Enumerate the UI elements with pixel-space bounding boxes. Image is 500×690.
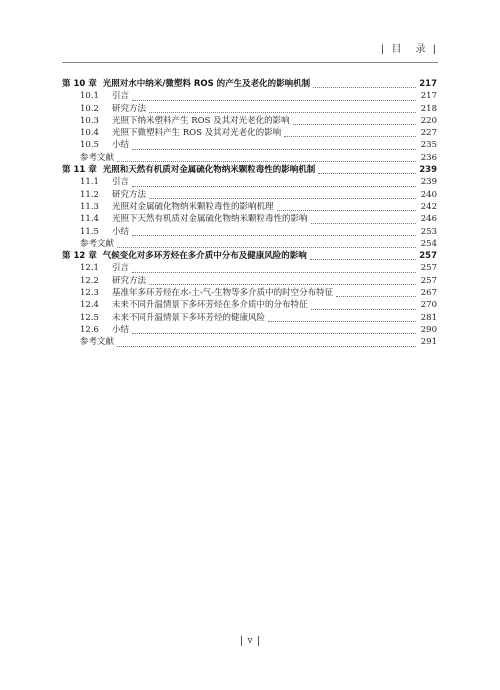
toc-page-number: 217	[419, 79, 437, 89]
toc-entry-title: 光照下微塑料产生 ROS 及其对光老化的影响	[112, 128, 282, 139]
toc-page-number: 235	[420, 140, 437, 151]
toc-page-number: 281	[420, 312, 437, 323]
toc-entry-number: 11.1	[80, 177, 99, 188]
toc-section-row[interactable]	[62, 139, 437, 151]
toc-entry-number: 12.5	[80, 312, 99, 323]
toc-entry-title: 基准年多环芳烃在水-土-气-生物等多介质中的时空分布特征	[112, 288, 334, 299]
toc-entry-title: 引言	[112, 91, 130, 102]
toc-entry-number: 10.3	[80, 115, 99, 126]
dot-leader	[149, 283, 416, 285]
dot-leader	[293, 123, 416, 125]
toc-section-row[interactable]	[62, 213, 437, 225]
toc-entry-number: 12.3	[80, 288, 99, 299]
toc-references-row[interactable]	[62, 152, 437, 164]
toc-section-row[interactable]	[62, 201, 437, 213]
dot-leader	[117, 345, 416, 347]
dot-leader	[284, 135, 416, 137]
toc-page-number: 254	[420, 238, 437, 249]
toc-entry-number: 10.2	[80, 103, 99, 114]
toc-section-row[interactable]	[62, 299, 437, 311]
dot-leader	[132, 332, 416, 334]
toc-chapter-row[interactable]	[62, 164, 437, 176]
dot-leader	[132, 148, 416, 150]
toc-section-row[interactable]	[62, 189, 437, 201]
running-header: | 目 录 |	[380, 44, 438, 55]
dot-leader	[149, 111, 416, 113]
toc-entry-title: 研究方法	[112, 103, 147, 114]
toc-entry-number: 10.5	[80, 140, 99, 151]
toc-entry-title: 参考文献	[80, 238, 115, 249]
toc-page-number: 267	[420, 288, 437, 299]
toc-page-number: 257	[420, 263, 437, 274]
dot-leader	[132, 271, 416, 273]
toc-chapter-row[interactable]	[62, 250, 437, 262]
toc-page-number: 239	[420, 177, 437, 188]
toc-references-row[interactable]	[62, 336, 437, 348]
toc-section-row[interactable]	[62, 127, 437, 139]
dot-leader	[311, 308, 416, 310]
toc-entry-title: 小结	[112, 140, 130, 151]
toc-entry-number: 12.2	[80, 275, 99, 286]
toc-page-number: 270	[420, 300, 437, 311]
dot-leader	[132, 99, 416, 101]
toc-entry-title: 小结	[112, 324, 130, 335]
dot-leader	[268, 320, 416, 322]
toc-entry-title: 光照和天然有机质对金属硫化物纳米颗粒毒性的影响机制	[102, 165, 316, 176]
dot-leader	[310, 258, 416, 260]
toc-entry-number: 11.5	[80, 226, 99, 237]
dot-leader	[149, 197, 416, 199]
toc-page-number: 257	[419, 251, 437, 262]
dot-leader	[117, 160, 416, 162]
toc-entry-number: 12.4	[80, 300, 99, 311]
toc-page-number: 290	[420, 324, 437, 335]
toc-page-number: 246	[420, 214, 437, 225]
toc-page-number: 217	[420, 91, 437, 102]
toc-entry-number: 10.1	[80, 91, 99, 102]
toc-section-row[interactable]	[62, 90, 437, 102]
toc-page-number: 253	[420, 226, 437, 237]
toc-page-number: 227	[420, 128, 437, 139]
toc-entry-number: 第 11 章	[62, 165, 97, 176]
dot-leader	[336, 295, 416, 297]
toc-entry-title: 研究方法	[112, 189, 147, 200]
toc-entry-number: 11.2	[80, 189, 99, 200]
toc-entry-number: 11.4	[80, 214, 99, 225]
toc-entry-number: 第 12 章	[62, 251, 97, 262]
toc-page-number: 220	[420, 115, 437, 126]
toc-page-number: 218	[420, 103, 437, 114]
toc-entry-title: 光照对水中纳米/微塑料 ROS 的产生及老化的影响机制	[102, 79, 311, 89]
toc-section-row[interactable]	[62, 275, 437, 287]
toc-entry-number: 10.4	[80, 128, 99, 139]
page-footer	[0, 636, 500, 646]
toc-chapter-row[interactable]	[62, 78, 437, 90]
page-number: v	[241, 636, 258, 646]
toc-entry-number: 11.3	[80, 201, 99, 212]
toc-entry-title: 光照对金属硫化物纳米颗粒毒性的影响机理	[112, 201, 274, 212]
toc-section-row[interactable]	[62, 287, 437, 299]
toc-entry-number: 第 10 章	[62, 79, 97, 89]
toc-page-number: 257	[420, 275, 437, 286]
dot-leader	[277, 209, 416, 211]
table-of-contents	[62, 78, 437, 349]
dot-leader	[132, 234, 416, 236]
toc-entry-title: 引言	[112, 177, 130, 188]
toc-entry-title: 未来不同升温情景下多环芳烃在多介质中的分布特征	[112, 300, 308, 311]
toc-page-number: 236	[420, 152, 437, 163]
toc-entry-title: 未来不同升温情景下多环芳烃的健康风险	[112, 312, 266, 323]
toc-section-row[interactable]	[62, 262, 437, 274]
toc-section-row[interactable]	[62, 226, 437, 238]
toc-page-number: 239	[419, 165, 437, 176]
toc-entry-title: 参考文献	[80, 337, 115, 348]
toc-entry-number: 12.1	[80, 263, 99, 274]
toc-references-row[interactable]	[62, 238, 437, 250]
toc-section-row[interactable]	[62, 103, 437, 115]
dot-leader	[132, 185, 416, 187]
toc-entry-title: 光照下纳米塑料产生 ROS 及其对光老化的影响	[112, 115, 290, 126]
toc-section-row[interactable]	[62, 176, 437, 188]
dot-leader	[313, 86, 416, 88]
toc-entry-title: 小结	[112, 226, 130, 237]
toc-section-row[interactable]	[62, 312, 437, 324]
toc-entry-title: 参考文献	[80, 152, 115, 163]
toc-entry-number: 12.6	[80, 324, 99, 335]
toc-entry-title: 气候变化对多环芳烃在多介质中分布及健康风险的影响	[102, 251, 307, 262]
toc-section-row[interactable]	[62, 115, 437, 127]
dot-leader	[318, 172, 416, 174]
header-rule	[62, 62, 438, 63]
dot-leader	[311, 222, 416, 224]
toc-section-row[interactable]	[62, 324, 437, 336]
toc-page-number: 240	[420, 189, 437, 200]
toc-page-number: 242	[420, 201, 437, 212]
dot-leader	[117, 246, 416, 248]
toc-page-number: 291	[420, 337, 437, 348]
toc-entry-title: 研究方法	[112, 275, 147, 286]
toc-entry-title: 光照下天然有机质对金属硫化物纳米颗粒毒性的影响	[112, 214, 308, 225]
toc-entry-title: 引言	[112, 263, 130, 274]
